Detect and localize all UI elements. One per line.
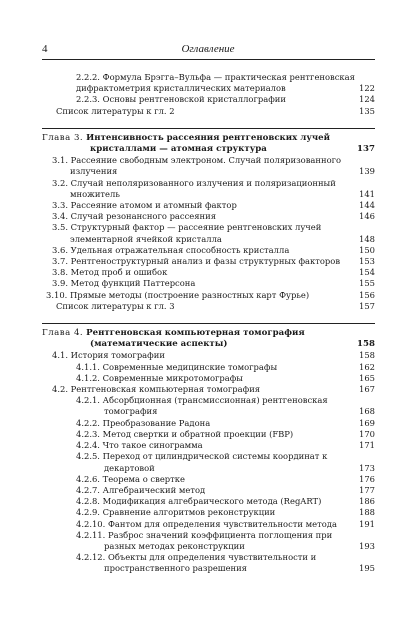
- toc-entry[interactable]: [42, 267, 375, 278]
- entry-page: 170: [359, 428, 375, 439]
- entry-page: 188: [359, 507, 375, 518]
- toc-entry[interactable]: [42, 519, 375, 530]
- entry-page: 124: [359, 94, 375, 105]
- toc-entry[interactable]: [42, 72, 375, 94]
- entry-title: 4.2.4. Что такое синограмма: [76, 440, 203, 451]
- entry-page: 169: [359, 417, 375, 428]
- entry-page: 167: [359, 384, 375, 395]
- section-gap: [42, 117, 375, 128]
- entry-title: Список литературы к гл. 3: [56, 300, 175, 311]
- entry-page: 144: [359, 200, 375, 211]
- toc-entry[interactable]: [42, 429, 375, 440]
- toc-entry[interactable]: [42, 451, 375, 473]
- entry-title: 3.9. Метод функций Паттерсона: [52, 278, 196, 289]
- entry-title: Рентгеновская компьютерная томография (математические аспекты): [86, 328, 305, 350]
- entry-title: 3.3. Рассеяние атомом и атомный фактор: [52, 200, 237, 211]
- toc-entry[interactable]: [42, 395, 375, 417]
- chapter-rule: [42, 128, 375, 129]
- entry-title: 4.1.1. Современные медицинские томографы: [76, 361, 278, 372]
- entry-page: 195: [359, 563, 375, 574]
- toc-entry[interactable]: [42, 278, 375, 289]
- entry-page: 158: [359, 350, 375, 361]
- toc-entry[interactable]: [42, 530, 375, 552]
- chapter-label: Глава 3.: [42, 132, 84, 143]
- toc-entry[interactable]: [42, 211, 375, 222]
- toc-entry[interactable]: [42, 106, 375, 117]
- entry-title: 3.2. Случай неполяризованного излучения и поляризационный множитель: [52, 177, 336, 199]
- entry-title: 2.2.3. Основы рентгеновской кристаллографии: [76, 94, 286, 105]
- entry-title: Список литературы к гл. 2: [56, 105, 175, 116]
- entry-page: 150: [359, 244, 375, 255]
- entry-page: 162: [359, 361, 375, 372]
- toc-entry[interactable]: [42, 440, 375, 451]
- toc-entry[interactable]: [42, 552, 375, 574]
- entry-page: 186: [359, 496, 375, 507]
- entry-page: 135: [359, 105, 375, 116]
- entry-page: 155: [359, 278, 375, 289]
- entry-title: 4.2.2. Преобразование Радона: [76, 417, 211, 428]
- entry-page: 176: [359, 473, 375, 484]
- entry-title: 3.5. Структурный фактор — рассеяние рентгеновских лучей элементарной ячейкой кристалла: [52, 222, 322, 244]
- entry-page: 165: [359, 372, 375, 383]
- entry-title: 4.2.9. Сравнение алгоритмов реконструкции: [76, 507, 276, 518]
- entry-page: 177: [359, 484, 375, 495]
- toc-chapter[interactable]: [42, 133, 375, 155]
- entry-title: 3.7. Рентгеноструктурный анализ и фазы структурных факторов: [52, 256, 341, 267]
- entry-title: 4.2.12. Объекты для определения чувствительности и пространственного разрешения: [76, 552, 317, 574]
- entry-title: 4.2. Рентгеновская компьютерная томография: [52, 384, 261, 395]
- entry-title: 4.2.1. Абсорбционная (трансмиссионная) рентгеновская томография: [76, 395, 328, 417]
- toc-entry[interactable]: [42, 94, 375, 105]
- toc-entry[interactable]: [42, 507, 375, 518]
- entry-title: 3.10. Прямые методы (построение разностных карт Фурье): [46, 289, 310, 300]
- entry-title: 4.2.7. Алгебраический метод: [76, 484, 206, 495]
- toc-entry[interactable]: [42, 200, 375, 211]
- header-rule: [42, 59, 375, 60]
- entry-title: Интенсивность рассеяния рентгеновских лучей кристаллами — атомная структура: [86, 132, 330, 155]
- entry-page: 156: [359, 289, 375, 300]
- entry-title: 3.6. Удельная отражательная способность кристалла: [52, 244, 290, 255]
- toc-entry[interactable]: [42, 245, 375, 256]
- entry-page: 137: [357, 144, 375, 155]
- table-of-contents: [42, 72, 375, 575]
- toc-entry[interactable]: [42, 301, 375, 312]
- entry-page: 154: [359, 267, 375, 278]
- entry-title: 3.1. Рассеяние свободным электроном. Случай поляризованного излучения: [52, 155, 342, 177]
- entry-title: 3.8. Метод проб и ошибок: [52, 267, 168, 278]
- toc-entry[interactable]: [42, 222, 375, 244]
- entry-title: 4.1. История томографии: [52, 350, 165, 361]
- toc-entry[interactable]: [42, 362, 375, 373]
- entry-title: 4.2.6. Теорема о свертке: [76, 473, 185, 484]
- entry-title: 4.2.3. Метод свертки и обратной проекции (FBP): [76, 428, 294, 439]
- entry-page: 171: [359, 440, 375, 451]
- toc-entry[interactable]: [42, 384, 375, 395]
- entry-page: 153: [359, 256, 375, 267]
- entry-page: 122: [359, 83, 375, 94]
- entry-page: 146: [359, 211, 375, 222]
- entry-title: 4.2.11. Разброс значений коэффициента поглощения при разных методах реконструкции: [76, 529, 333, 551]
- entry-page: 139: [359, 166, 375, 177]
- running-title: Оглавление: [181, 43, 235, 55]
- entry-page: 141: [359, 188, 375, 199]
- entry-page: 173: [359, 462, 375, 473]
- section-gap: [42, 312, 375, 323]
- toc-entry[interactable]: [42, 418, 375, 429]
- entry-page: 191: [359, 518, 375, 529]
- entry-title: 4.1.2. Современные микротомографы: [76, 372, 243, 383]
- entry-title: 2.2.2. Формула Брэгга–Вульфа — практическая рентгеновская дифрактометрия кристаллических материалов: [76, 72, 355, 94]
- toc-entry[interactable]: [42, 350, 375, 361]
- chapter-rule: [42, 323, 375, 324]
- entry-page: 148: [359, 233, 375, 244]
- entry-page: 157: [359, 300, 375, 311]
- toc-entry[interactable]: [42, 496, 375, 507]
- toc-entry[interactable]: [42, 373, 375, 384]
- toc-entry[interactable]: [42, 474, 375, 485]
- entry-page: 158: [357, 339, 375, 350]
- entry-page: 168: [359, 406, 375, 417]
- toc-entry[interactable]: [42, 178, 375, 200]
- toc-entry[interactable]: [42, 256, 375, 267]
- entry-title: 4.2.10. Фантом для определения чувствительности метода: [76, 518, 337, 529]
- entry-page: 193: [359, 540, 375, 551]
- entry-title: 3.4. Случай резонансного рассеяния: [52, 211, 216, 222]
- chapter-label: Глава 4.: [42, 328, 84, 339]
- entry-title: 4.2.8. Модификация алгебраического метода (RegART): [76, 496, 322, 507]
- toc-chapter[interactable]: [42, 328, 375, 350]
- page-number: 4: [42, 43, 48, 55]
- toc-entry[interactable]: [42, 155, 375, 177]
- entry-title: 4.2.5. Переход от цилиндрической системы координат к декартовой: [76, 451, 328, 473]
- toc-entry[interactable]: [42, 290, 375, 301]
- toc-entry[interactable]: [42, 485, 375, 496]
